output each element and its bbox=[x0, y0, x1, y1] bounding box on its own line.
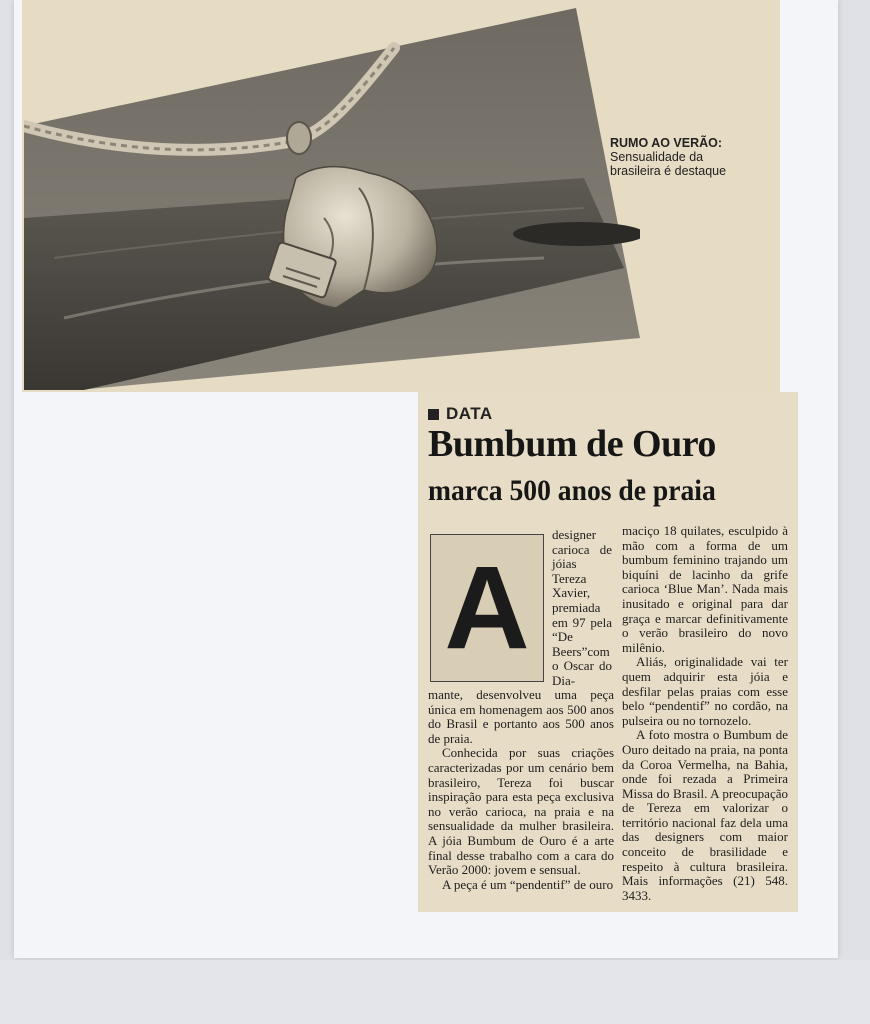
caption-text: Sensualidade da brasileira é destaque bbox=[610, 150, 727, 178]
section-label-text: DATA bbox=[446, 404, 493, 423]
article-column-1 bbox=[428, 688, 614, 892]
article-intro-column bbox=[552, 528, 612, 689]
paragraph: A peça é um “pendentif” de ouro bbox=[442, 876, 614, 892]
photo-caption bbox=[610, 136, 730, 178]
square-bullet-icon bbox=[428, 409, 439, 420]
article-column-2 bbox=[622, 524, 788, 903]
article-subheadline: marca 500 anos de praia bbox=[428, 474, 716, 507]
section-label bbox=[428, 404, 493, 424]
paragraph: mante, desenvolveu uma peça única em homenagem aos 500 anos do Brasil e portanto aos 500 anos de praia. bbox=[428, 687, 614, 746]
paragraph: A foto mostra o Bumbum de Ouro deitado na praia, na ponta da Coroa Vermelha, na Bahia, onde foi rezada a Primeira Missa do Brasil. A preocupação de Tereza em valorizar o território nacional faz dela uma das designers com maior conceito de brasilidade e respeito à cultura brasileira. Mais informações (21) 548. 3433. bbox=[622, 727, 788, 903]
paragraph: maciço 18 quilates, esculpido à mão com a forma de um bumbum feminino trajando um biquíni de lacinho da grife carioca ‘Blue Man’. Nada mais inusitado e original para dar graça e marcar definitivamente o verão brasileiro do novo milênio. bbox=[622, 523, 788, 655]
paragraph: Aliás, originalidade vai ter quem adquirir esta jóia e desfilar pelas praias com esse belo “pendentif” no cordão, na pulseira ou no tornozelo. bbox=[622, 654, 788, 728]
drop-cap: A bbox=[430, 534, 544, 682]
beach-pendant-photo bbox=[24, 8, 640, 390]
intro-text: designer carioca de jóias Tereza Xavier, premiada em 97 pela “De Beers”com o Oscar do Dia- bbox=[552, 527, 612, 688]
paragraph: Conhecida por suas criações caracterizadas por um cenário bem brasileiro, Tereza foi buscar inspiração para esta peça exclusiva no verão carioca, na praia e na sensualidade da mulher brasileira. A jóia Bumbum de Ouro é a arte final desse trabalho com a cara do Verão 2000: jovem e sensual. bbox=[428, 745, 614, 878]
caption-heading: RUMO AO VERÃO: bbox=[610, 136, 723, 150]
background-surface bbox=[0, 960, 870, 1024]
article-headline: Bumbum de Ouro bbox=[428, 423, 716, 465]
